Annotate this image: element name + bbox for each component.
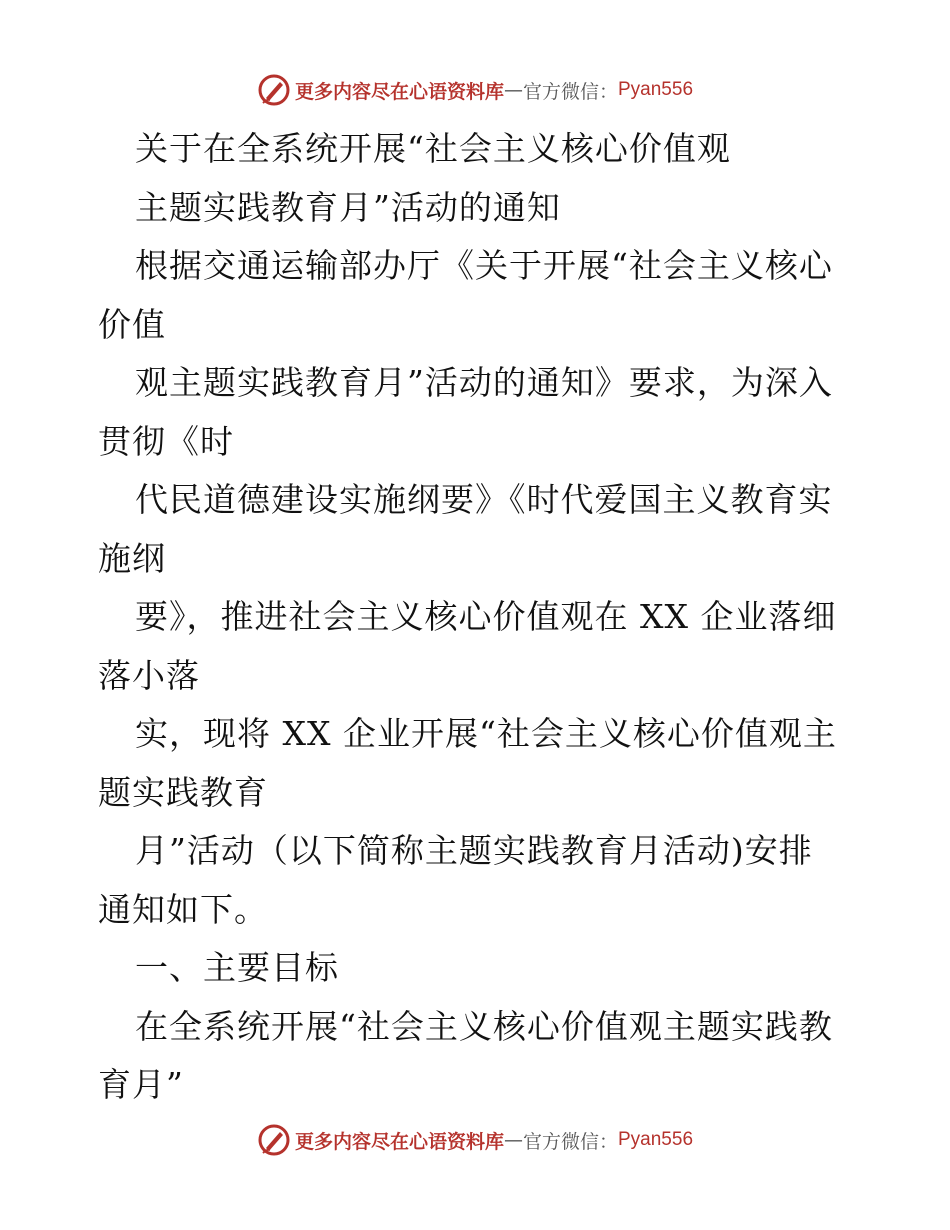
doc-line: 贯彻《时 [98, 421, 234, 461]
banner-wechat-id: Pyan556 [618, 79, 694, 100]
doc-line: 施纲 [98, 538, 166, 578]
doc-line: 月”活动（以下简称主题实践教育月活动)安排 [135, 831, 813, 870]
doc-line: 代民道德建设实施纲要》《时代爱国主义教育实 [135, 480, 833, 519]
doc-line: 根据交通运输部办厅《关于开展“社会主义核心 [135, 246, 833, 285]
section-heading: 一、主要目标 [135, 948, 339, 987]
doc-line: 通知如下。 [98, 889, 268, 929]
doc-line: 实，现将 XX 企业开展“社会主义核心价值观主 [135, 714, 837, 753]
doc-line: 价值 [98, 304, 166, 344]
doc-line: 观主题实践教育月”活动的通知》要求，为深入 [135, 363, 833, 402]
banner-wechat-id: Pyan556 [618, 1129, 694, 1150]
doc-line: 要》，推进社会主义核心价值观在 XX 企业落细 [135, 597, 837, 636]
doc-line: 题实践教育 [98, 772, 268, 812]
banner-wechat-label: 官方微信： [522, 1130, 618, 1153]
banner-wechat-label: 官方微信： [522, 80, 618, 103]
pen-logo-icon [257, 73, 291, 107]
header-watermark-banner [0, 70, 950, 110]
pen-logo-icon [257, 1123, 291, 1157]
banner-separator: — [503, 1129, 523, 1151]
doc-line: 主题实践教育月”活动的通知 [135, 187, 561, 227]
document-body [98, 120, 858, 1115]
doc-line: 育月” [98, 1065, 184, 1104]
banner-title: 更多内容尽在心语资料库 [294, 1130, 504, 1153]
doc-line: 落小落 [98, 655, 200, 695]
footer-watermark-banner [0, 1120, 950, 1160]
doc-line: 在全系统开展“社会主义核心价值观主题实践教 [135, 1006, 833, 1046]
banner-title: 更多内容尽在心语资料库 [294, 80, 504, 103]
doc-line: 关于在全系统开展“社会主义核心价值观 [135, 129, 731, 168]
banner-separator: — [503, 79, 523, 101]
